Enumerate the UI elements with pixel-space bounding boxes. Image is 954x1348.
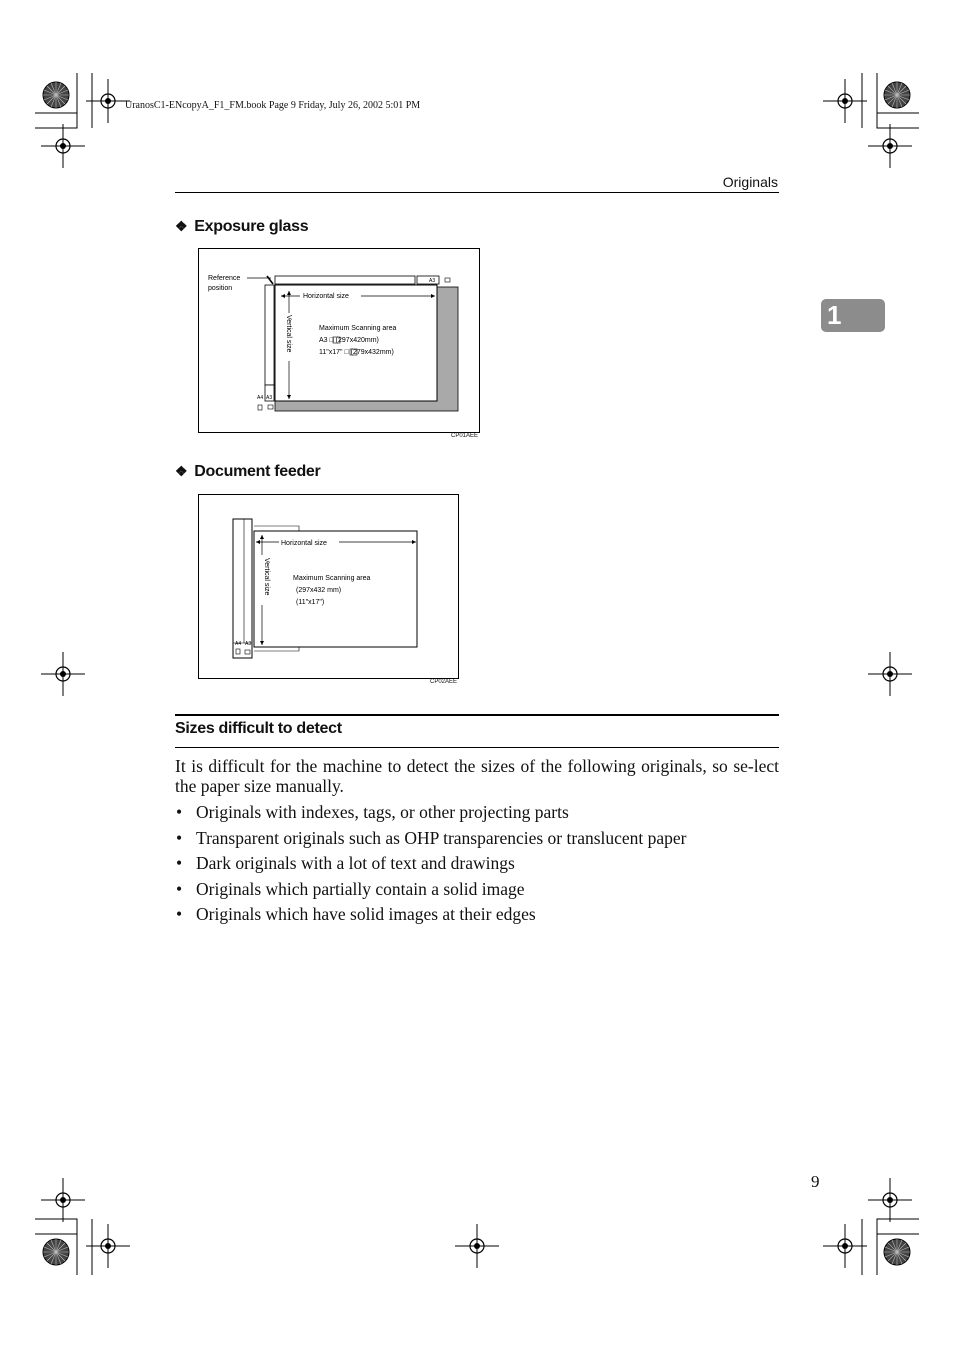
max-scanning-area-title: Maximum Scanning area bbox=[319, 325, 397, 332]
reference-label-line1: Reference bbox=[208, 275, 241, 282]
document-feeder-title: Document feeder bbox=[194, 463, 321, 480]
sizes-section-title: Sizes difficult to detect bbox=[175, 720, 342, 737]
section-rule-bottom bbox=[175, 747, 779, 748]
bullet-icon: • bbox=[176, 904, 183, 924]
document-feeder-heading bbox=[175, 463, 320, 481]
bullet-icon: • bbox=[176, 802, 183, 822]
section-rule-top bbox=[175, 714, 779, 716]
list-item: • Originals which partially contain a solid image bbox=[175, 877, 779, 903]
max-scanning-area-title: Maximum Scanning area bbox=[293, 575, 371, 582]
exposure-glass-figure bbox=[198, 248, 480, 433]
diamond-bullet-icon: ❖ bbox=[175, 463, 188, 479]
document-feeder-figure-code: CP02AEE bbox=[430, 679, 458, 685]
printer-job-line: UranosC1-ENcopyA_F1_FM.book Page 9 Friday, July 26, 2002 5:01 PM bbox=[125, 100, 421, 111]
vertical-size-label: Vertical size bbox=[263, 558, 270, 596]
max-scanning-area-inches: (11"x17") bbox=[296, 599, 325, 606]
list-item: • Originals with indexes, tags, or other projecting parts bbox=[175, 800, 779, 826]
bullet-icon: • bbox=[176, 827, 183, 848]
bullet-icon: • bbox=[176, 853, 183, 873]
bullet-icon: • bbox=[176, 878, 183, 899]
size-tag-a4: A4 bbox=[235, 641, 242, 647]
size-tag-a3: A3 bbox=[266, 395, 273, 401]
document-feeder-figure bbox=[198, 494, 459, 679]
max-scanning-area-11x17: 11"x17" □ (279x432mm) bbox=[319, 349, 394, 356]
sizes-bullet-list bbox=[175, 800, 779, 928]
horizontal-size-label: Horizontal size bbox=[281, 540, 327, 547]
size-tag-a3: A3 bbox=[245, 641, 252, 647]
size-tag-a4: A4 bbox=[257, 395, 264, 401]
exposure-glass-heading bbox=[175, 218, 308, 236]
max-scanning-area-a3: A3 □ (297x420mm) bbox=[319, 337, 379, 344]
page-number: 9 bbox=[811, 1172, 820, 1191]
exposure-glass-figure-code: CP01AEE bbox=[451, 433, 479, 439]
horizontal-size-label: Horizontal size bbox=[303, 293, 349, 300]
vertical-size-label: Vertical size bbox=[285, 315, 292, 353]
exposure-glass-title: Exposure glass bbox=[194, 218, 309, 235]
sizes-intro-paragraph: It is difficult for the machine to detect the sizes of the following originals, so se-lect the paper size manually. bbox=[175, 756, 779, 796]
header-rule bbox=[175, 192, 779, 193]
size-tag-top: A3 bbox=[429, 278, 436, 284]
max-scanning-area-mm: (297x432 mm) bbox=[296, 587, 342, 594]
chapter-tab: 1 bbox=[821, 299, 885, 332]
diamond-bullet-icon: ❖ bbox=[175, 218, 188, 234]
list-item: • Transparent originals such as OHP transparencies or translucent paper bbox=[175, 826, 779, 852]
list-item: • Dark originals with a lot of text and drawings bbox=[175, 851, 779, 877]
reference-label-line2: position bbox=[208, 285, 233, 292]
list-item: • Originals which have solid images at their edges bbox=[175, 902, 779, 928]
running-header-section: Originals bbox=[722, 174, 778, 190]
